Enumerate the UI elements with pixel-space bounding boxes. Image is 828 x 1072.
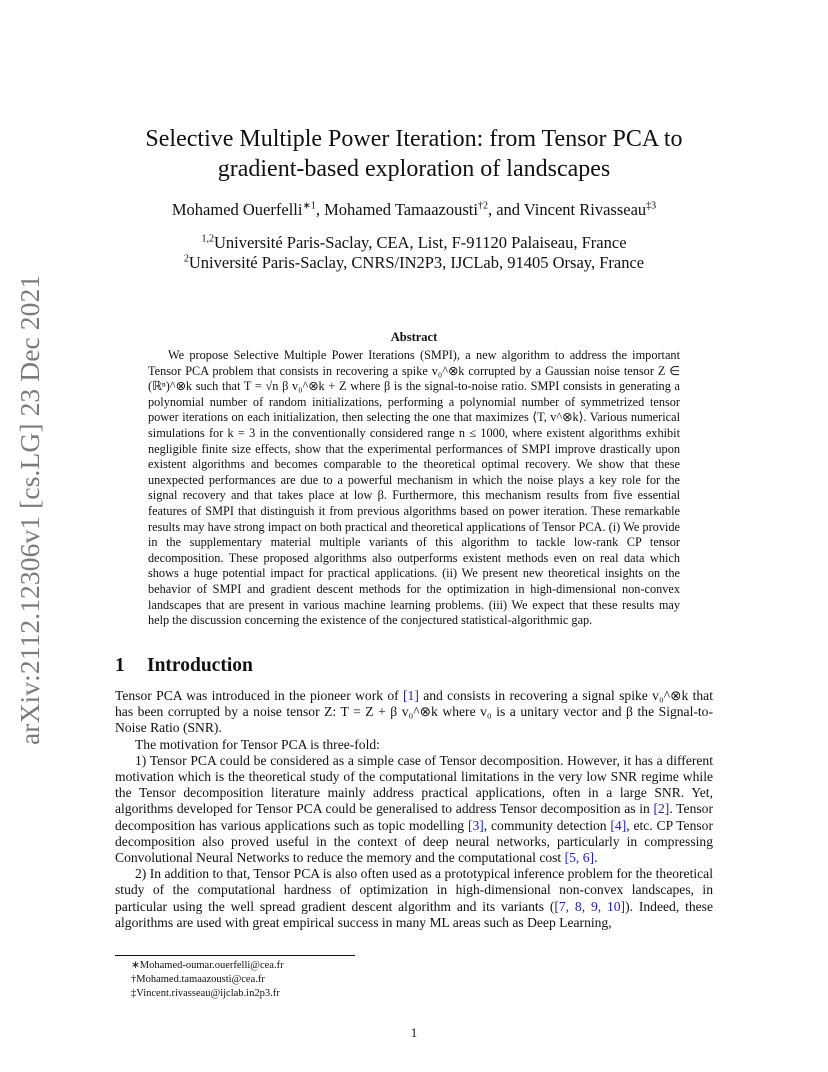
affiliation-2 (112, 253, 716, 273)
arxiv-identifier-stamp: arXiv:2112.12306v1 [cs.LG] 23 Dec 2021 (14, 274, 45, 745)
author-1-mark: ∗1 (302, 200, 316, 212)
paragraph-3-text-b: . Tensor decomposition has various applications such as topic modelling (115, 801, 713, 833)
abstract-heading: Abstract (390, 330, 438, 344)
paragraph-3-text-a: 1) Tensor PCA could be considered as a simple case of Tensor decomposition. However, it has a different motivation which is the theoretical study of the computational limitations in the very low SNR regime while the Tensor decomposition literature mainly address practical applications, often in a large SNR. Yet, algorithms developed for Tensor PCA could be generalised to address Tensor decomposition as in (115, 752, 713, 817)
paragraph-4-text-b: ). Indeed, these algorithms are used with great empirical success in many ML areas such as Deep Learning, (115, 898, 713, 930)
affiliation-1-mark: 1,2 (201, 233, 214, 245)
footnote-3: ‡Vincent.rivasseau@ijclab.in2p3.fr (131, 988, 280, 999)
paragraph-3-text-c: , community detection (483, 817, 611, 833)
title-line-1: Selective Multiple Power Iteration: from Tensor PCA to (145, 126, 683, 152)
footnote-2: †Mohamed.tamaazousti@cea.fr (131, 974, 265, 985)
affiliation-1-text: Université Paris-Saclay, CEA, List, F-91120 Palaiseau, France (213, 233, 627, 252)
paper-title (112, 124, 716, 184)
citation-link[interactable]: [1] (403, 688, 419, 703)
paragraph-2: The motivation for Tensor PCA is three-fold: (135, 736, 380, 752)
citation-link[interactable]: [7, 8, 9, 10] (554, 898, 626, 914)
introduction-body (115, 688, 713, 931)
footnote-1: ∗Mohamed-oumar.ouerfelli@cea.fr (131, 960, 284, 971)
author-3-mark: ‡3 (646, 200, 657, 212)
author-1: Mohamed Ouerfelli (171, 200, 303, 219)
paragraph-3-text-d: , etc. CP Tensor decomposition also proved useful in the context of deep neural networks, particularly in compressing Convolutional Neural Networks to reduce the memory and the computational cost (115, 817, 714, 866)
affiliation-2-mark: 2 (183, 253, 189, 265)
author-2: , Mohamed Tamaazousti (315, 200, 478, 219)
paragraph-1 (115, 688, 713, 737)
paragraph-1-text-a: Tensor PCA was introduced in the pioneer work of (115, 688, 404, 703)
affiliation-2-text: Université Paris-Saclay, CNRS/IN2P3, IJCLab, 91405 Orsay, France (188, 253, 645, 272)
author-list (112, 200, 716, 220)
paragraph-1-text-b: and consists in recovering a signal spike v₀^⊗k that has been corrupted by a noise tensor Z: T = Z + β v₀^⊗k where v₀ is a unitary vector and β the Signal-to-Noise Ratio (SNR). (115, 688, 713, 736)
title-line-2: gradient-based exploration of landscapes (217, 156, 611, 182)
abstract-text: We propose Selective Multiple Power Iterations (SMPI), a new algorithm to address the important Tensor PCA problem that consists in recovering a spike v₀^⊗k corrupted by a Gaussian noise tensor Z ∈ (ℝⁿ)^⊗k such that T = √n β v₀^⊗k + Z where β is the signal-to-noise ratio. SMPI consists in generating a polynomial number of random initializations, performing a polynomial number of symmetrized tensor power iterations on each initialization, then selecting the one that maximizes ⟨T, v^⊗k⟩. Various numerical simulations for k = 3 in the conventionally considered range n ≤ 1000, where existent algorithms exhibit negligible finite size effects, show that the experimental performances of SMPI improve drastically upon existent algorithms and becomes comparable to the theoretical optimal recovery. We show that these unexpected performances are due to a powerful mechanism in which the noise plays a key role for the signal recovery and that takes place at low β. Furthermore, this mechanism results from five essential features of SMPI that distinguish it from previous algorithms based on power iteration. These remarkable results may have strong impact on both practical and theoretical applications of Tensor PCA. (i) We provide in the supplementary material multiple variants of this algorithm to tackle low-rank CP tensor decomposition. These proposed algorithms also outperforms existent methods even on real data which shows a huge potential impact for practical applications. (ii) We present new theoretical insights on the behavior of SMPI and gradient descent methods for the optimization in high-dimensional non-convex landscapes that are present in various machine learning problems. (iii) We expect that these results may help the discussion concerning the existence of the conjectured statistical-algorithmic gap. (148, 348, 680, 628)
citation-link[interactable]: [4] (610, 817, 627, 833)
section-heading (115, 655, 253, 677)
citation-link[interactable]: [2] (653, 801, 670, 817)
footnotes (131, 959, 284, 1001)
paragraph-4-text-a: 2) In addition to that, Tensor PCA is also often used as a prototypical inference problem for the theoretical study of the computational hardness of optimization in high-dimensional non-convex landscapes, in particular using the well spread gradient descent algorithm and its variants ( (115, 866, 713, 914)
footnote-rule (115, 955, 355, 956)
section-title: Introduction (147, 655, 253, 676)
section-number: 1 (115, 655, 125, 676)
paragraph-4 (115, 866, 713, 931)
affiliation-1 (112, 233, 716, 253)
author-3: , and Vincent Rivasseau (487, 200, 647, 219)
paragraph-3 (115, 753, 713, 866)
page-number: 1 (410, 1025, 418, 1040)
citation-link[interactable]: [3] (467, 817, 484, 833)
abstract-body (148, 348, 680, 629)
author-2-mark: †2 (477, 200, 488, 212)
paragraph-3-text-e: . (594, 850, 598, 866)
citation-link[interactable]: [5, 6] (564, 850, 595, 866)
